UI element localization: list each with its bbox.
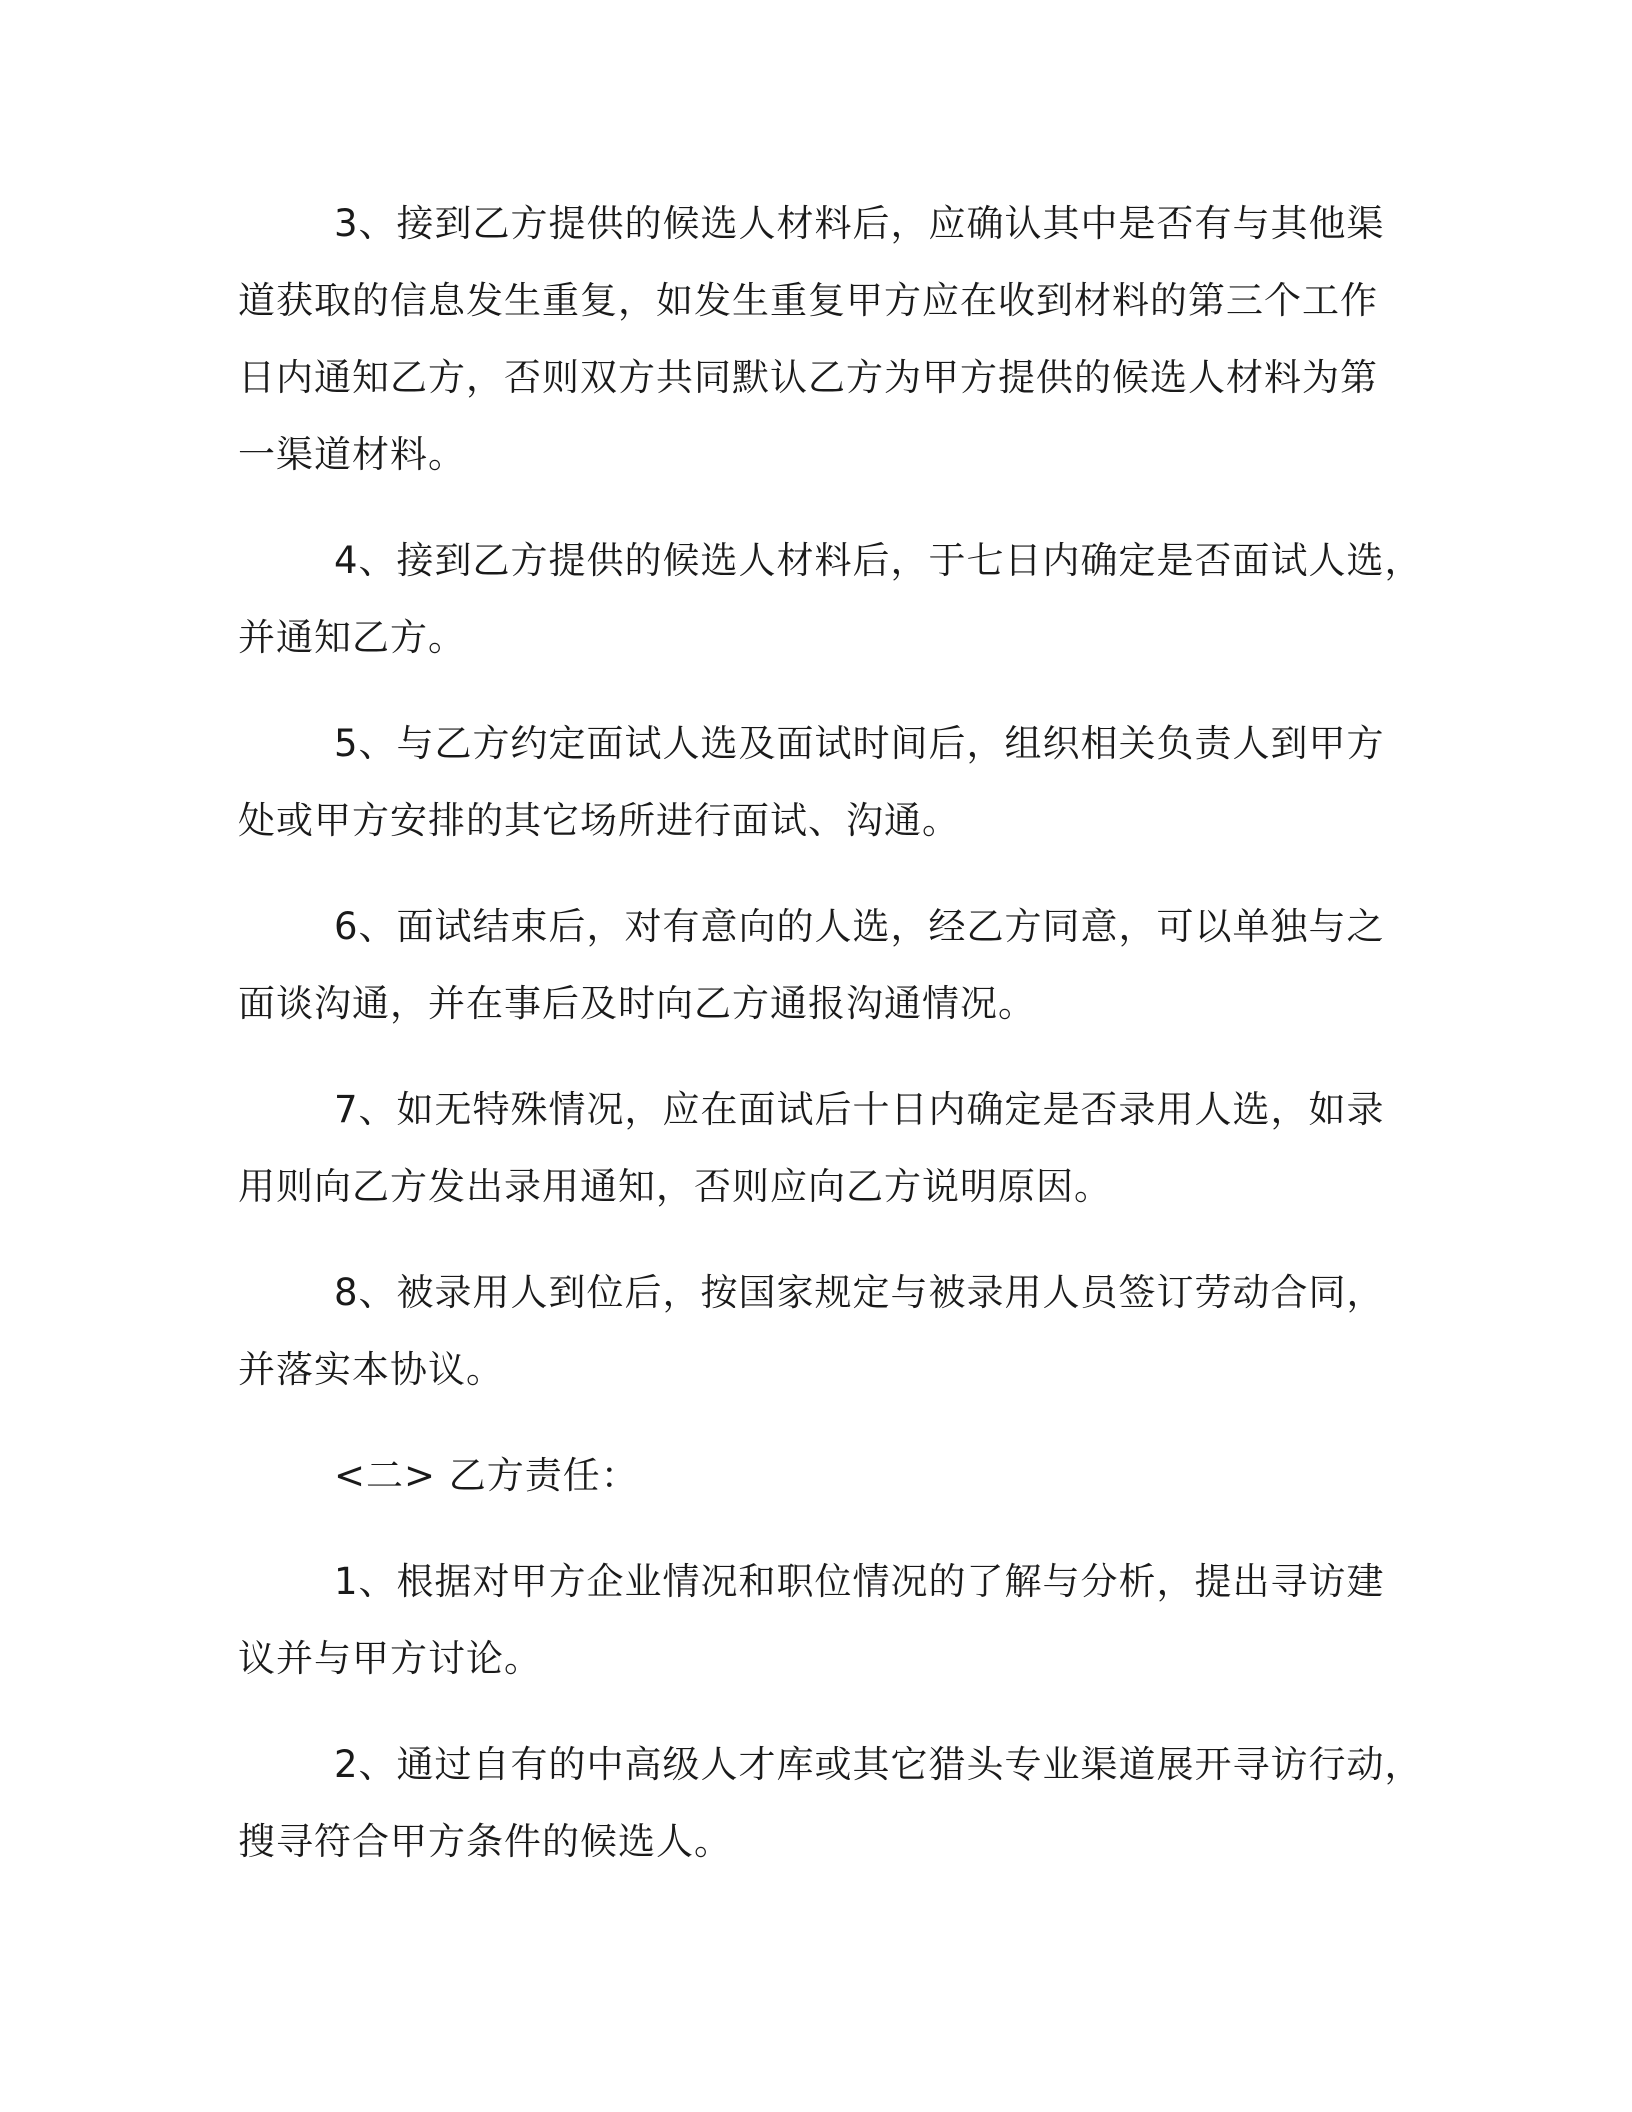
paragraph-item-3 xyxy=(238,185,1388,493)
text-line: 处或甲方安排的其它场所进行面试、沟通。 xyxy=(238,799,960,842)
text-line: 用则向乙方发出录用通知，否则应向乙方说明原因。 xyxy=(238,1165,1112,1208)
paragraph-b-item-2 xyxy=(238,1726,1423,1880)
text-line: 并落实本协议。 xyxy=(238,1348,504,1391)
text-line: 面谈沟通，并在事后及时向乙方通报沟通情况。 xyxy=(238,982,1036,1025)
text-line: 3、接到乙方提供的候选人材料后，应确认其中是否有与其他渠 xyxy=(334,202,1385,245)
paragraph-item-6 xyxy=(238,888,1388,1042)
paragraph-item-7 xyxy=(238,1071,1388,1225)
text-line: 2、通过自有的中高级人才库或其它猎头专业渠道展开寻访行动， xyxy=(334,1743,1423,1786)
text-line: 6、面试结束后，对有意向的人选，经乙方同意，可以单独与之 xyxy=(334,905,1385,948)
paragraph-item-5 xyxy=(238,705,1388,859)
text-line: 1、根据对甲方企业情况和职位情况的了解与分析，提出寻访建 xyxy=(334,1560,1385,1603)
text-line: 7、如无特殊情况，应在面试后十日内确定是否录用人选，如录 xyxy=(334,1088,1385,1131)
paragraph-b-item-1 xyxy=(238,1543,1388,1697)
text-line: 道获取的信息发生重复，如发生重复甲方应在收到材料的第三个工作 xyxy=(238,279,1378,322)
text-line: 搜寻符合甲方条件的候选人。 xyxy=(238,1820,732,1863)
text-line: 日内通知乙方，否则双方共同默认乙方为甲方提供的候选人材料为第 xyxy=(238,356,1378,399)
text-line: 议并与甲方讨论。 xyxy=(238,1637,542,1680)
text-line: 一渠道材料。 xyxy=(238,433,466,476)
paragraph-item-8 xyxy=(238,1254,1388,1408)
paragraph-item-4 xyxy=(238,522,1423,676)
text-line: 并通知乙方。 xyxy=(238,616,466,659)
heading-text: <二> 乙方责任： xyxy=(334,1454,639,1497)
document-body xyxy=(238,185,1423,1909)
section-heading-party-b xyxy=(238,1437,1388,1514)
text-line: 5、与乙方约定面试人选及面试时间后，组织相关负责人到甲方 xyxy=(334,722,1385,765)
text-line: 4、接到乙方提供的候选人材料后，于七日内确定是否面试人选， xyxy=(334,539,1423,582)
text-line: 8、被录用人到位后，按国家规定与被录用人员签订劳动合同， xyxy=(334,1271,1385,1314)
